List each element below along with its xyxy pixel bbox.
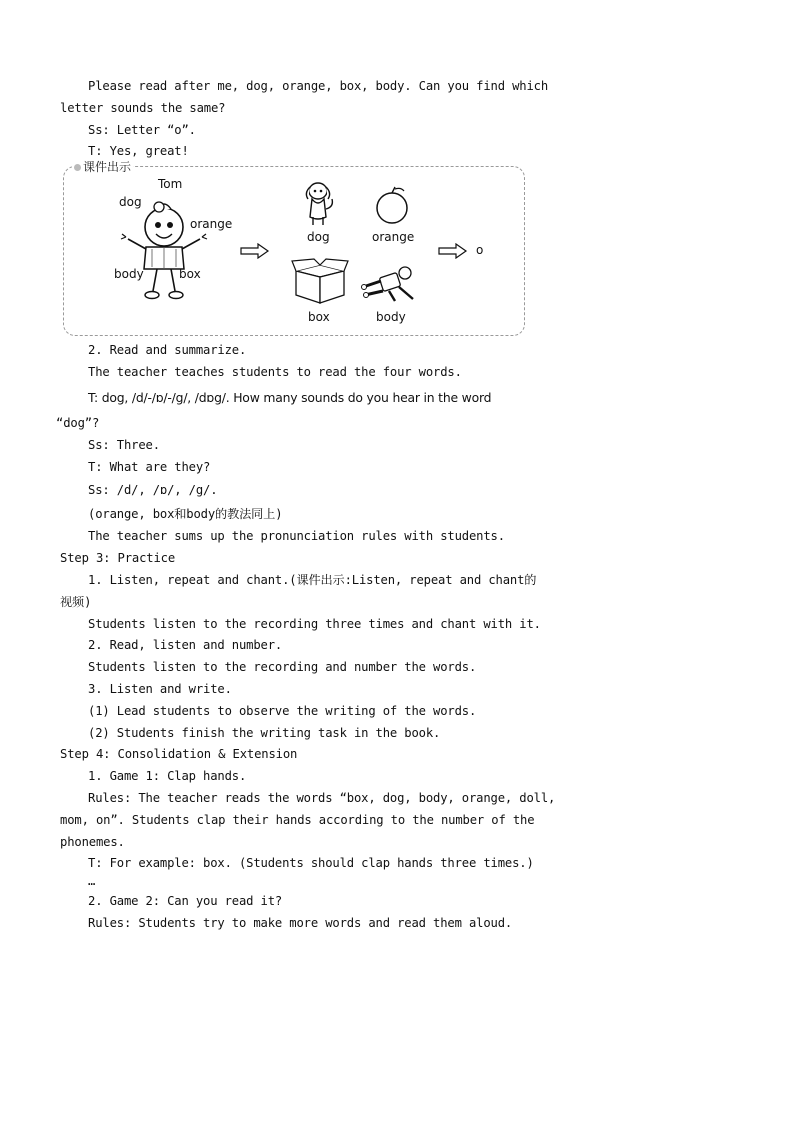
dog-label-left: dog — [119, 195, 142, 210]
body-label-left: body — [114, 267, 144, 282]
arrow-right-icon — [240, 243, 270, 259]
bullet-icon — [74, 164, 81, 171]
text-line: … — [88, 874, 96, 889]
text-line: 视频) — [60, 594, 92, 609]
text-line: Rules: The teacher reads the words “box, dog, body, orange, doll, — [88, 790, 556, 805]
arrow-right-icon — [438, 243, 468, 259]
text-line: Students listen to the recording and number the words. — [88, 660, 477, 675]
text-line: Ss: Three. — [88, 437, 160, 452]
text-line: phonemes. — [60, 834, 125, 849]
text-line: Rules: Students try to make more words and read them aloud. — [88, 915, 513, 930]
body-label: body — [376, 310, 406, 325]
text-line: 1. Listen, repeat and chant.(课件出示:Listen, repeat and chant的 — [88, 572, 537, 587]
text-line: T: dog, /d/-/ɒ/-/g/, /dɒg/. How many sounds do you hear in the word — [88, 389, 492, 405]
text-line: (orange, box和body的教法同上) — [88, 507, 283, 522]
courseware-panel — [63, 160, 525, 336]
text-line: Please read after me, dog, orange, box, body. Can you find which — [88, 79, 548, 93]
orange-label-left: orange — [190, 217, 233, 232]
dog-illustration — [302, 181, 336, 227]
section-heading: Step 3: Practice — [60, 551, 175, 566]
text-line: 3. Listen and write. — [88, 681, 232, 696]
text-line: Ss: /d/, /ɒ/, /g/. — [88, 483, 218, 498]
box-label: box — [308, 310, 330, 325]
text-line: 2. Game 2: Can you read it? — [88, 894, 283, 909]
text-line: 1. Game 1: Clap hands. — [88, 769, 247, 784]
text-line: T: For example: box. (Students should clap hands three times.) — [88, 856, 534, 871]
text-line: (1) Lead students to observe the writing of the words. — [88, 703, 477, 718]
courseware-title: 课件出示 — [72, 159, 133, 175]
document-page — [56, 76, 556, 935]
text-line: Ss: Letter “o”. — [88, 122, 196, 137]
box-label-left: box — [179, 267, 201, 282]
text-line: (2) Students finish the writing task in the book. — [88, 725, 441, 740]
orange-label: orange — [372, 230, 415, 245]
text-line: letter sounds the same? — [60, 100, 226, 115]
text-line: T: What are they? — [88, 459, 211, 474]
result-letter: o — [476, 243, 484, 258]
text-line: 2. Read, listen and number. — [88, 638, 283, 653]
box-illustration — [290, 257, 350, 307]
text-line: The teacher teaches students to read the four words. — [88, 364, 462, 379]
text-line: 2. Read and summarize. — [88, 343, 247, 358]
text-line: The teacher sums up the pronunciation rules with students. — [88, 529, 505, 544]
text-line: Students listen to the recording three times and chant with it. — [88, 616, 541, 631]
text-line: mom, on”. Students clap their hands according to the number of the — [60, 812, 535, 827]
dog-label: dog — [307, 230, 330, 245]
orange-illustration — [374, 185, 410, 225]
section-heading: Step 4: Consolidation & Extension — [60, 747, 298, 762]
text-line: T: Yes, great! — [88, 144, 189, 159]
robot-body-illustration — [359, 263, 423, 303]
text-line: “dog”? — [56, 415, 100, 430]
tom-label: Tom — [158, 177, 183, 192]
